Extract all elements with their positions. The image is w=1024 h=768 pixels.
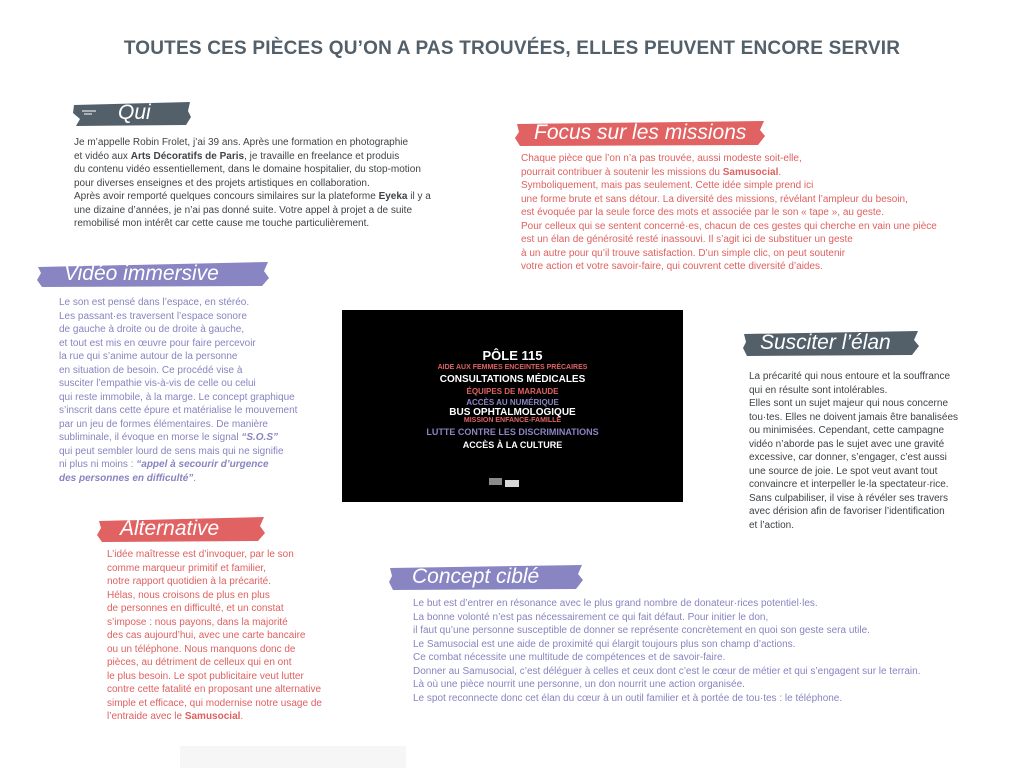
text-line: Symboliquement, mais pas seulement. Cette idée simple prend ici [521, 180, 814, 191]
video-progress-segment [505, 480, 519, 487]
video-mission-item: MISSION ENFANCE-FAMILLE [463, 417, 562, 424]
text-line: une forme brute et sans détour. La diversité des missions, révélant l’ampleur du besoin, [521, 193, 908, 205]
bold-text: Eyeka [378, 191, 408, 202]
text-line: à un autre pour qu’il trouve satisfaction. D’un simple clic, on peut soutenir [521, 247, 846, 259]
focus-text [521, 152, 937, 274]
heading-qui [72, 98, 192, 128]
text-line: Là où une pièce nourrit une personne, un don nourrit une action organisée. [413, 679, 745, 690]
video-mission-item: ÉQUIPES DE MARAUDE [466, 387, 559, 396]
alternative-text [107, 548, 322, 724]
text-line: Chaque pièce que l’on n’a pas trouvée, aussi modeste soit-elle, [521, 153, 802, 164]
heading-video-immersive-text: Vidéo immersive [64, 262, 219, 285]
heading-qui-text: Qui [118, 101, 151, 124]
heading-alternative [96, 514, 266, 544]
video-mission-item: AIDE AUX FEMMES ENCEINTES PRÉCAIRES [437, 364, 588, 371]
text-line: une source de joie. Le spot veut avant tout [749, 465, 938, 477]
text-line: tou·tes. Elles ne doivent jamais être banalisées [749, 411, 959, 423]
text-line: Le spot reconnecte donc cet élan du cœur à un outil familier et à portée de tou·tes : le téléphone. [413, 692, 843, 704]
text-line: vidéo n’aborde pas le sujet avec une gravité [749, 438, 945, 450]
footer-placeholder [180, 746, 406, 768]
text-line: Le but est d’entrer en résonance avec le plus grand nombre de donateur·rices potentiel·les. [413, 598, 818, 609]
heading-concept-text: Concept ciblé [412, 565, 540, 588]
text-line: Les passant·es traversent l’espace sonore [59, 310, 247, 322]
bold-text: Samusocial [184, 711, 241, 722]
susciter-text [749, 370, 958, 532]
heading-focus [514, 118, 766, 148]
text-line: remobilisé mon intérêt car cette cause me touche particulièrement. [74, 218, 370, 229]
text-line: excessive, car donner, s’engager, c’est aussi [749, 452, 947, 463]
text-line: subliminale, il évoque en morse le signal “S.O.S” [59, 432, 279, 443]
concept-text [413, 597, 921, 705]
text-line: il faut qu’une personne susceptible de donner se représente concrètement en quoi son geste sera utile. [413, 625, 870, 636]
text-line: une dizaine d’années, je n’ai pas donné suite. Votre appel à projet a de suite [74, 204, 413, 216]
text-line: Le son est pensé dans l’espace, en stéréo. [59, 297, 250, 308]
text-line: Hélas, nous croisons de plus en plus [107, 589, 270, 601]
heading-alternative-text: Alternative [120, 517, 220, 540]
text-line: du contenu vidéo essentiellement, dans le domaine hospitalier, du stop-motion [74, 164, 421, 175]
bold-italic-text: “S.O.S” [241, 432, 279, 443]
text-line: Je m’appelle Robin Frolet, j’ai 39 ans. Après une formation en photographie [74, 137, 409, 148]
bold-italic-text: “appel à secourir d’urgence [136, 459, 269, 470]
text-line: et tout est mis en œuvre pour faire percevoir [59, 337, 256, 349]
text-line: qui reste immobile, à la marge. Le concept graphique [59, 391, 295, 403]
text-line: par un jeu de formes élémentaires. De manière [59, 418, 268, 430]
text-line: ou minimisées. Cependant, cette campagne [749, 425, 945, 436]
text-line: qui peut sembler lourd de sens mais qui ne signifie [59, 445, 284, 457]
text-line: notre rapport quotidien à la précarité. [107, 576, 271, 587]
heading-susciter [742, 328, 920, 358]
text-line: L’idée maîtresse est d’invoquer, par le son [107, 549, 294, 560]
text-line: en situation de besoin. Ce procédé vise à [59, 364, 243, 376]
heading-focus-text: Focus sur les missions [534, 121, 747, 144]
text-line: susciter l’empathie vis-à-vis de celle ou celui [59, 378, 256, 389]
video-mission-item: CONSULTATIONS MÉDICALES [439, 374, 586, 385]
text-line: est un élan de générosité resté inassouvi. Il s’agit ici de substituer un geste [521, 234, 853, 245]
text-line: votre action et votre savoir-faire, qui couvrent cette diversité d’aides. [521, 261, 823, 272]
text-line: de personnes en difficulté, et un constat [107, 603, 284, 614]
text-line: pourrait contribuer à soutenir les missions du Samusocial. [521, 166, 782, 178]
text-line: pièces, au détriment de celleux qui en ont [107, 657, 292, 668]
text-line: Ce combat nécessite une multitude de compétences et de savoir-faire. [413, 652, 726, 663]
text-line: La précarité qui nous entoure et la souffrance [749, 371, 951, 382]
text-line: s’impose : nous payons, dans la majorité [107, 616, 288, 628]
qui-text [74, 136, 431, 231]
text-line: convaincre et interpeller le·la spectateur·rice. [749, 479, 949, 490]
video-title: PÔLE 115 [482, 348, 543, 363]
video-preview[interactable] [342, 310, 683, 502]
text-line: est évoquée par la seule force des mots et associée par le son « tape », au geste. [521, 207, 885, 218]
text-line: Après avoir remporté quelques concours similaires sur la plateforme Eyeka il y a [74, 191, 431, 202]
text-line: et vidéo aux Arts Décoratifs de Paris, je travaille en freelance et produis [74, 150, 400, 162]
text-line: comme marqueur primitif et familier, [107, 562, 266, 574]
text-line: des cas aujourd’hui, avec une carte bancaire [107, 630, 306, 641]
text-line: Pour celleux qui se sentent concerné·es, chacun de ces gestes qui cherche en vain une pièce [521, 220, 937, 232]
video-immersive-text [59, 296, 297, 485]
bold-text: Samusocial [722, 166, 779, 178]
text-line: de gauche à droite ou de droite à gauche, [59, 324, 245, 335]
video-mission-item: ACCÈS À LA CULTURE [462, 440, 563, 450]
heading-concept [388, 562, 584, 592]
text-line: contre cette fatalité en proposant une alternative [107, 684, 322, 695]
text-line: ni plus ni moins : “appel à secourir d’urgence [59, 459, 269, 470]
text-line: des personnes en difficulté”. [59, 472, 197, 484]
page-title: TOUTES CES PIÈCES QU’ON A PAS TROUVÉES, ELLES PEUVENT ENCORE SERVIR [123, 38, 901, 59]
video-progress-segment [489, 478, 502, 485]
text-line: qui en résulte sont intolérables. [749, 384, 888, 396]
heading-susciter-text: Susciter l’élan [760, 331, 891, 354]
text-line: la rue qui s’anime autour de la personne [59, 351, 238, 362]
video-mission-item: ACCÈS AU NUMÉRIQUE [466, 398, 559, 407]
video-mission-item: BUS OPHTALMOLOGIQUE [449, 407, 576, 418]
text-line: Sans culpabiliser, il vise à révéler ses travers [749, 492, 948, 504]
bold-text: Arts Décoratifs de Paris [130, 150, 245, 162]
text-line: pour diverses enseignes et des projets artistiques en collaboration. [74, 177, 370, 189]
text-line: avec dérision afin de favoriser l’identification [749, 506, 945, 517]
text-line: le plus besoin. Le spot publicitaire veut lutter [107, 670, 304, 682]
text-line: Elles sont un sujet majeur qui nous concerne [749, 398, 949, 409]
bold-italic-text: des personnes en difficulté” [59, 472, 194, 484]
heading-video-immersive [36, 259, 270, 289]
text-line: s’inscrit dans cette épure et matérialise le mouvement [59, 405, 298, 416]
text-line: simple et efficace, qui modernise notre usage de [107, 697, 322, 709]
text-line: et l’action. [749, 519, 795, 531]
video-mission-item: LUTTE CONTRE LES DISCRIMINATIONS [426, 427, 599, 437]
text-line: La bonne volonté n’est pas nécessairement ce qui fait défaut. Pour initier le don, [413, 611, 769, 623]
text-line: ou un téléphone. Nous manquons donc de [107, 643, 296, 655]
text-line: Le Samusocial est une aide de proximité qui élargit toujours plus son champ d’actions. [413, 638, 796, 650]
text-line: l’entraide avec le Samusocial. [107, 711, 244, 722]
text-line: Donner au Samusocial, c’est déléguer à celles et ceux dont c’est le cœur de métier et qui s’engagent sur le terrain. [413, 665, 921, 677]
